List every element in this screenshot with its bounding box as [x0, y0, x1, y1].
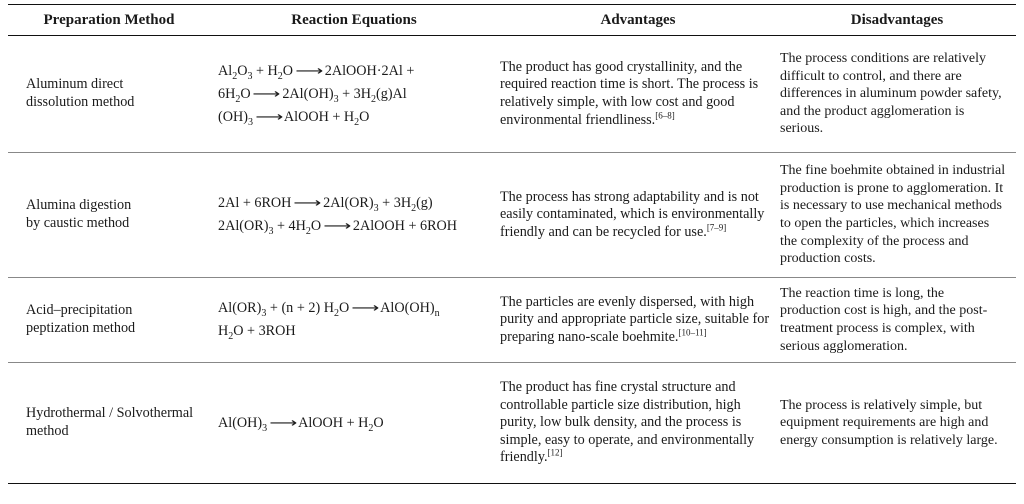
table-row — [8, 363, 1016, 484]
method-line: Aluminum direct — [26, 76, 124, 93]
method-cell — [8, 153, 210, 278]
citation-ref: [12] — [547, 447, 563, 458]
disadvantages-cell: The reaction time is long, the production cost is high, and the post-treatment process is complex, with serious agglomeration. — [778, 278, 1016, 363]
reaction-arrow-icon: ⟶ — [351, 301, 380, 316]
preparation-methods-table — [8, 4, 1016, 484]
advantages-cell: The process has strong adaptability and is not easily contaminated, which is environmentally friendly and can be recycled for use.[7–9] — [498, 153, 778, 278]
method-line: by caustic method — [26, 215, 130, 231]
table-row — [8, 153, 1016, 278]
citation-ref: [6–8] — [655, 109, 675, 120]
advantages-cell: The particles are evenly dispersed, with high purity and appropriate particle size, suitable for preparing nano-scale boehmite.[10–11] — [498, 278, 778, 363]
method-line: method — [26, 423, 69, 439]
method-line: Acid–precipitation — [26, 302, 133, 319]
method-cell — [8, 363, 210, 484]
citation-ref: [7–9] — [706, 222, 727, 233]
advantages-cell: The product has good crystallinity, and the required reaction time is short. The process is relatively simple, with low cost and good environmental friendliness.[6–8] — [498, 36, 778, 153]
equation-cell: 2Al + 6ROH ⟶ $2Al(OR)_3 + 3H_2(g)$ $2Al(OR)_3 + 4H_2O$ ⟶ 2AlOOH + 6ROH — [210, 153, 498, 278]
reaction-arrow-icon: ⟶ — [294, 63, 323, 79]
equation-cell: $Al(OH)_3$ ⟶ AlOOH + $H_2O$ — [210, 363, 498, 484]
table-row — [8, 278, 1016, 363]
method-line: Alumina digestion — [26, 197, 132, 214]
method-line: peptization method — [26, 320, 136, 336]
header-equations: Reaction Equations — [210, 5, 498, 36]
method-cell — [8, 278, 210, 363]
header-advantages: Advantages — [498, 5, 778, 36]
advantages-cell: The product has fine crystal structure and controllable particle size distribution, high purity, low bulk density, and the process is simple, easy to operate, and environmentally friendly.[12] — [498, 363, 778, 484]
reaction-arrow-icon: ⟶ — [323, 219, 351, 234]
reaction-arrow-icon: ⟶ — [293, 196, 322, 211]
equation-cell: $Al_2O_3 + H_2O$ ⟶ 2AlOOH·2Al + $6H_2O$ ⟶ $2Al(OH)_3 + 3H_2(g)Al$ $(OH)_3$ ⟶ AlOOH + $H_2O$ — [210, 36, 498, 153]
disadvantages-cell: The process is relatively simple, but equipment requirements are high and energy consumption is relatively large. — [778, 363, 1016, 484]
header-row — [8, 5, 1016, 36]
header-method: Preparation Method — [8, 5, 210, 36]
header-disadvantages: Disadvantages — [778, 5, 1016, 36]
disadvantages-cell: The process conditions are relatively difficult to control, and there are differences in aluminum powder safety, and the product agglomeration is serious. — [778, 36, 1016, 153]
disadvantages-cell: The fine boehmite obtained in industrial production is prone to agglomeration. It is necessary to use mechanical methods to open the particles, which increases the complexity of the process and production costs. — [778, 153, 1016, 278]
method-line: dissolution method — [26, 94, 135, 110]
reaction-arrow-icon: ⟶ — [269, 415, 297, 431]
method-cell — [8, 36, 210, 153]
reaction-arrow-icon: ⟶ — [252, 86, 281, 102]
citation-ref: [10–11] — [678, 327, 707, 338]
method-line: Hydrothermal / Solvothermal — [26, 405, 194, 422]
equation-cell: $Al(OR)_3 + (n + 2)$ $H_2O$ ⟶ $AlO(OH)_n$ $H_2O + 3ROH$ — [210, 278, 498, 363]
reaction-arrow-icon: ⟶ — [254, 109, 283, 125]
table-row — [8, 36, 1016, 153]
